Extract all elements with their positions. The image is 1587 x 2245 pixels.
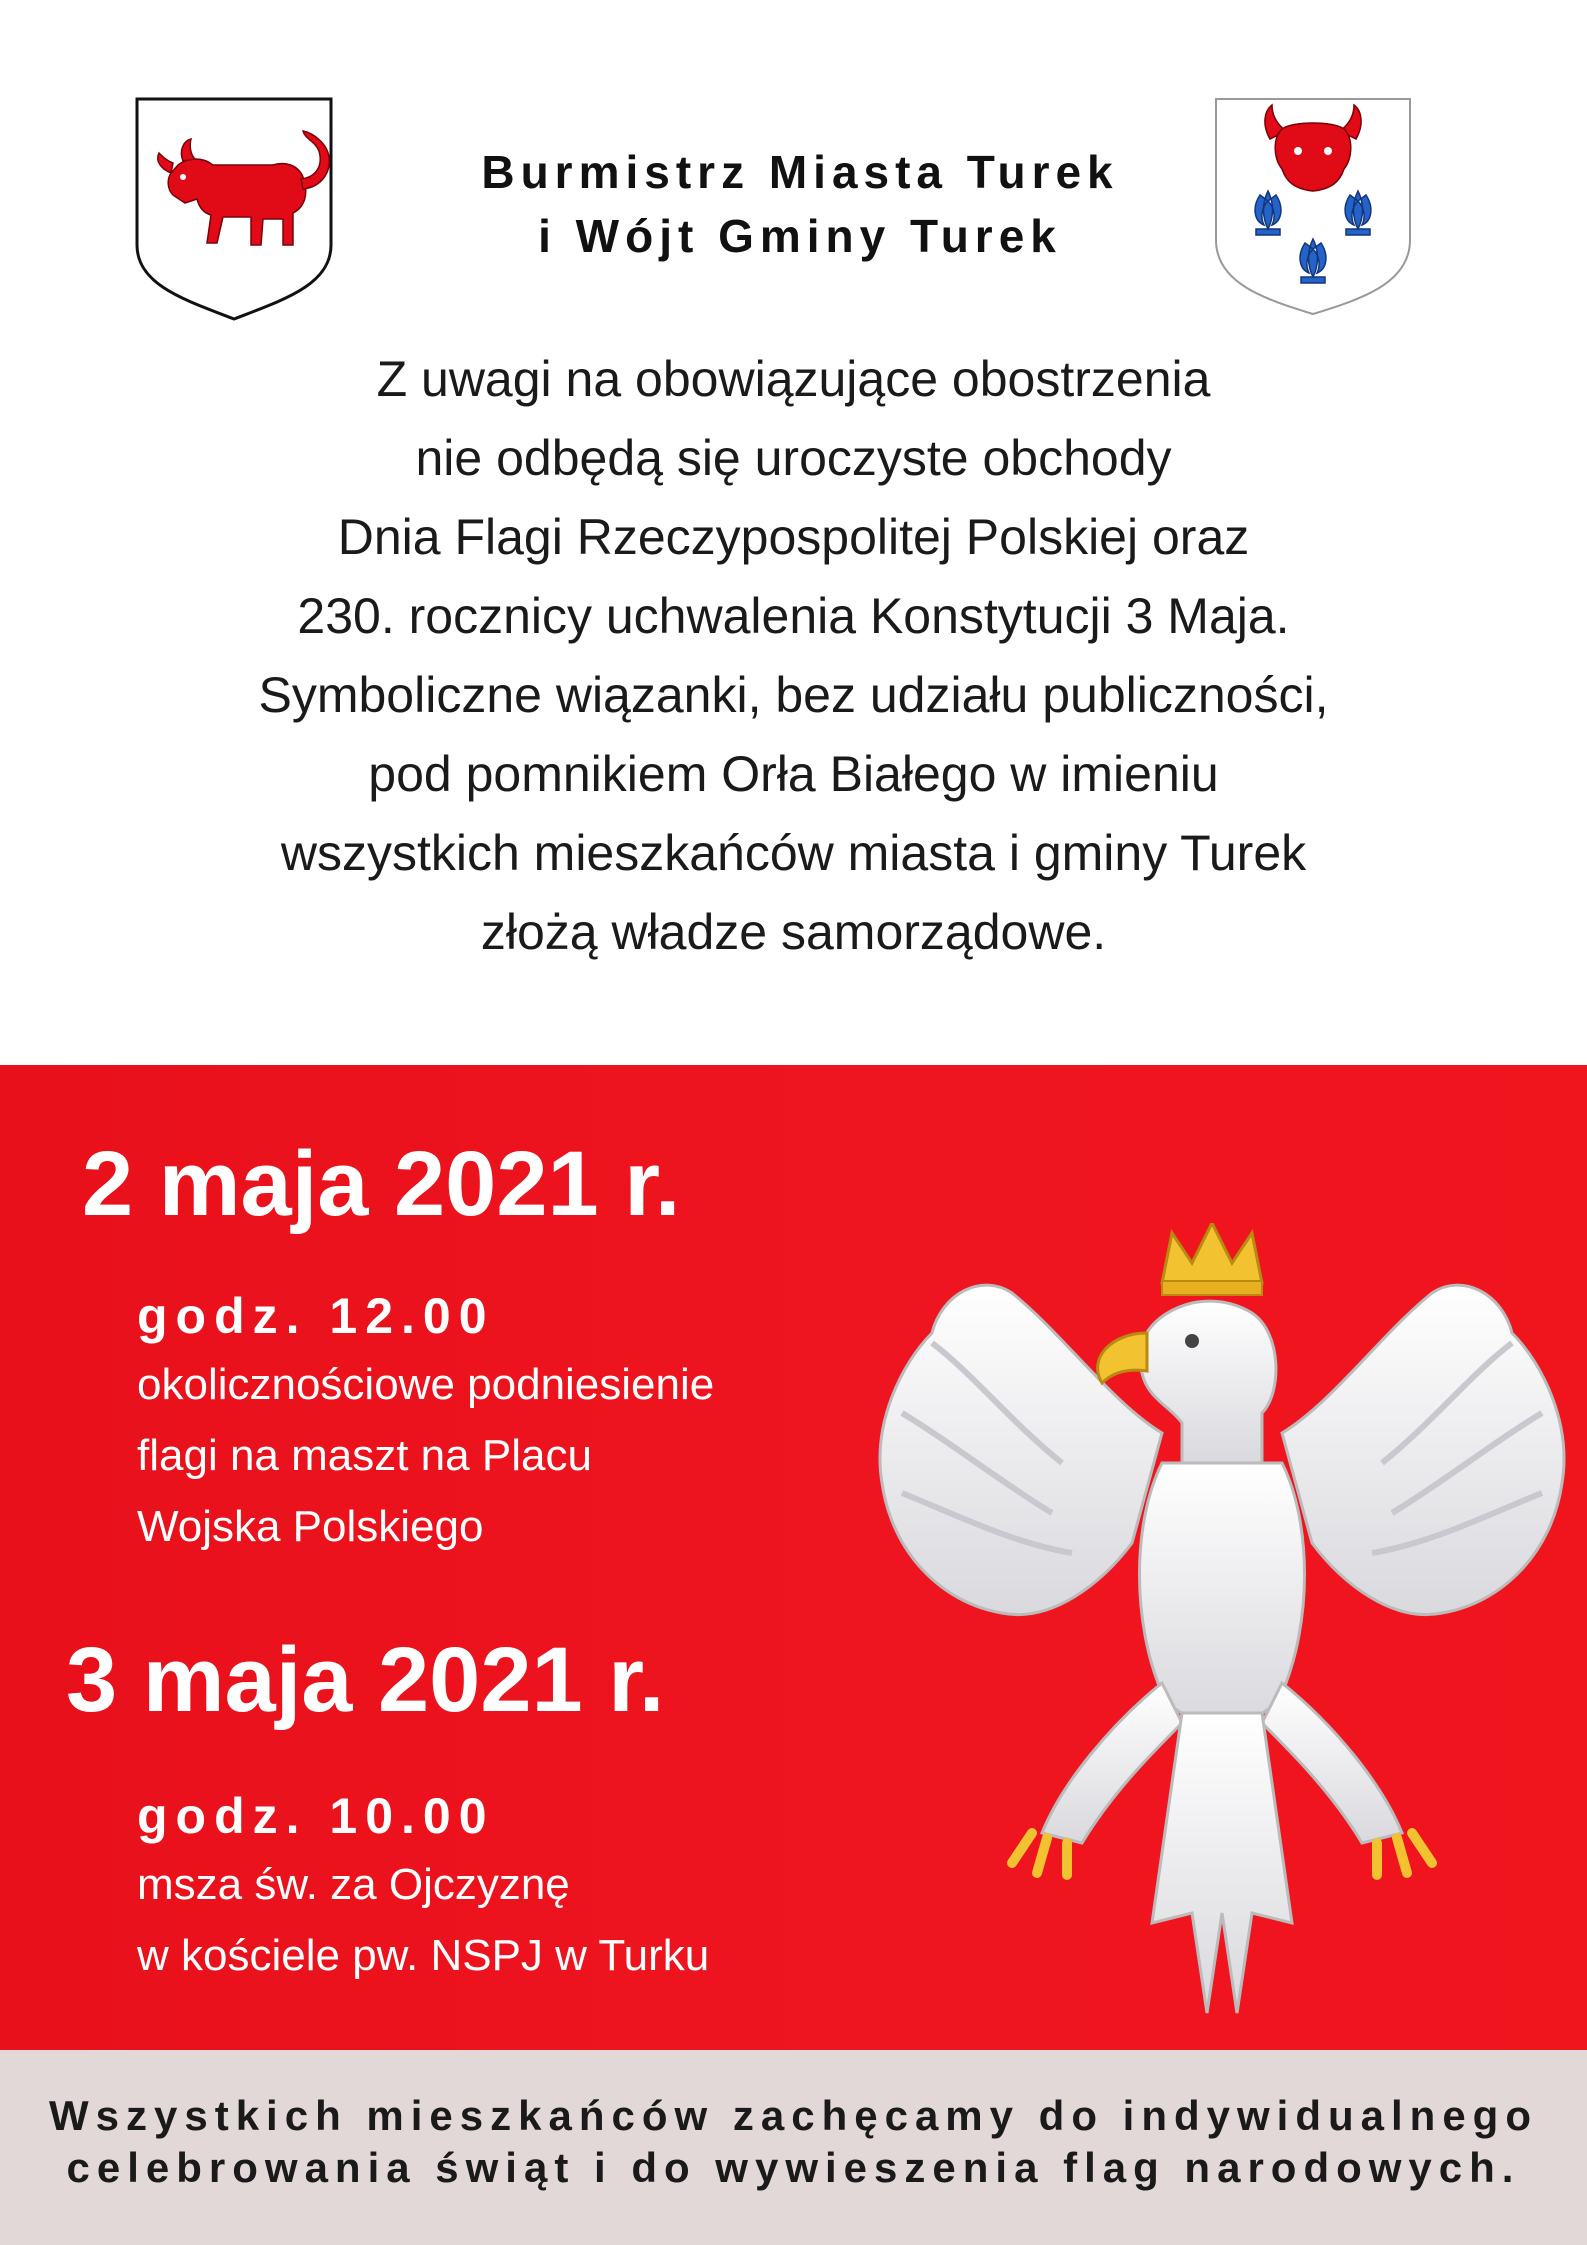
- event-description-line: okolicznościowe podniesienie: [137, 1360, 715, 1409]
- event-details: [137, 1783, 709, 1991]
- notice-line: Z uwagi na obowiązujące obostrzenia: [376, 351, 1211, 407]
- event-time: godz. 10.00: [137, 1788, 495, 1844]
- notice-line: nie odbędą się uroczyste obchody: [415, 430, 1172, 486]
- header-title-line-1: Burmistrz Miasta Turek: [481, 146, 1119, 198]
- footer-line-1: Wszystkich mieszkańców zachęcamy do indywidualnego: [48, 2092, 1538, 2139]
- footer: [0, 2050, 1587, 2245]
- event-date: 3 maja 2021 r.: [66, 1629, 665, 1731]
- event-time: godz. 12.00: [137, 1288, 495, 1344]
- event-date: 2 maja 2021 r.: [82, 1133, 681, 1235]
- notice-line: Dnia Flagi Rzeczypospolitej Polskiej oraz: [337, 509, 1250, 565]
- header-title: [300, 140, 1300, 268]
- white-eagle-emblem-icon: [862, 1223, 1582, 2043]
- events-section: [0, 1065, 1587, 2050]
- notice-line: wszystkich mieszkańców miasta i gminy Turek: [280, 825, 1307, 881]
- header-title-line-2: i Wójt Gminy Turek: [538, 210, 1062, 262]
- event-description-line: w kościele pw. NSPJ w Turku: [137, 1931, 710, 1980]
- notice-line: 230. rocznicy uchwalenia Konstytucji 3 Maja.: [297, 588, 1290, 644]
- bull-head-lilies-crest-icon: [1212, 95, 1414, 318]
- event-description-line: Wojska Polskiego: [137, 1502, 484, 1551]
- footer-text: [0, 2090, 1587, 2194]
- notice-text: [100, 340, 1487, 972]
- notice-line: Symboliczne wiązanki, bez udziału publiczności,: [258, 667, 1329, 723]
- notice-line: złożą władze samorządowe.: [480, 904, 1107, 960]
- footer-line-2: celebrowania świąt i do wywieszenia flag narodowych.: [66, 2144, 1521, 2191]
- event-details: [137, 1283, 714, 1562]
- event-description-line: flagi na maszt na Placu: [137, 1431, 592, 1480]
- notice-line: pod pomnikiem Orła Białego w imieniu: [368, 746, 1219, 802]
- event-description-line: msza św. za Ojczyznę: [137, 1860, 570, 1909]
